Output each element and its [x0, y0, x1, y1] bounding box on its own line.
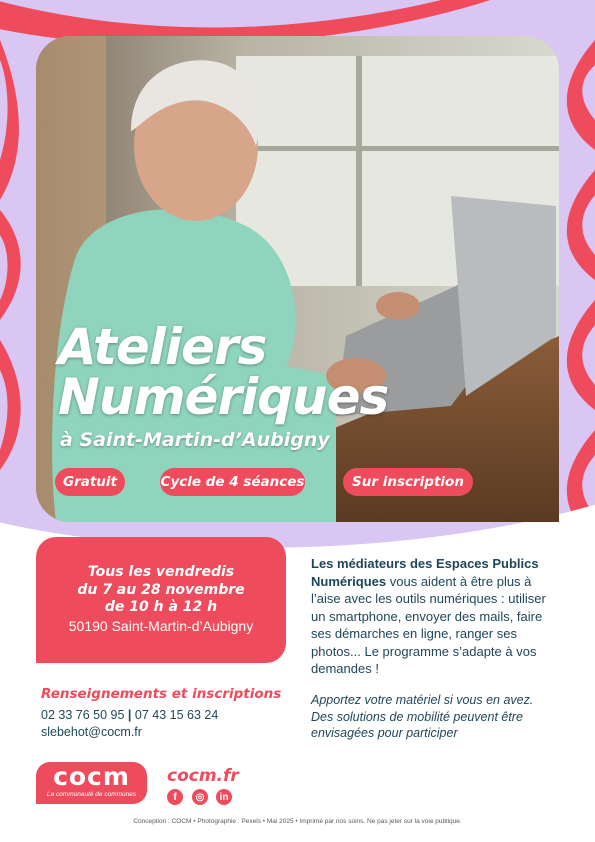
schedule-box — [36, 537, 286, 663]
description-body: vous aident à être plus à l’aise avec les outils numériques : utiliser un smartphone, envoyer des mails, faire ses démarches en ligne, ranger ses photos... Le programme s’adapte à vos demandes ! — [311, 573, 546, 676]
instagram-icon[interactable]: ◎ — [192, 789, 208, 805]
schedule-hours: de 10 h à 12 h — [104, 599, 218, 615]
schedule-dates: du 7 au 28 novembre — [77, 581, 245, 598]
tag-free: Gratuit — [55, 468, 125, 496]
title-line-1: Ateliers — [58, 318, 267, 376]
tag-registration: Sur inscription — [343, 468, 473, 496]
contact-email[interactable]: slebehot@cocm.fr — [41, 725, 142, 739]
contact-phones — [41, 708, 218, 722]
credits-footer: Conception : COCM • Photographie : Pexels • Mai 2025 • Imprimé par nos soins. Ne pas jeter sur la voie publique. — [133, 818, 462, 825]
cocm-logo — [36, 762, 147, 804]
facebook-icon[interactable]: f — [167, 789, 183, 805]
phone-1[interactable]: 02 33 76 50 95 — [41, 708, 125, 722]
logo-tagline: La communauté de communes — [46, 791, 137, 798]
page-title — [58, 318, 389, 426]
schedule-day: Tous les vendredis — [87, 564, 235, 580]
linkedin-icon[interactable]: in — [216, 789, 232, 805]
title-line-2: Numériques — [58, 368, 389, 426]
equipment-note: Apportez votre matériel si vous en avez. Des solutions de mobilité peuvent être envisagées pour participer — [311, 693, 534, 740]
schedule-address: 50190 Saint-Martin-d’Aubigny — [68, 617, 254, 634]
phone-2[interactable]: 07 43 15 63 24 — [134, 708, 219, 722]
description-text — [311, 555, 556, 678]
description-bold: Les médiateurs des Espaces Publics Numériques — [311, 556, 539, 589]
website-link[interactable]: cocm.fr — [167, 766, 239, 786]
page-subtitle: à Saint-Martin-d’Aubigny — [60, 429, 330, 451]
logo-name: cocm — [53, 762, 130, 791]
tag-cycle: Cycle de 4 séances — [160, 468, 305, 496]
phone-separator: | — [127, 708, 132, 722]
contact-title: Renseignements et inscriptions — [41, 686, 282, 702]
